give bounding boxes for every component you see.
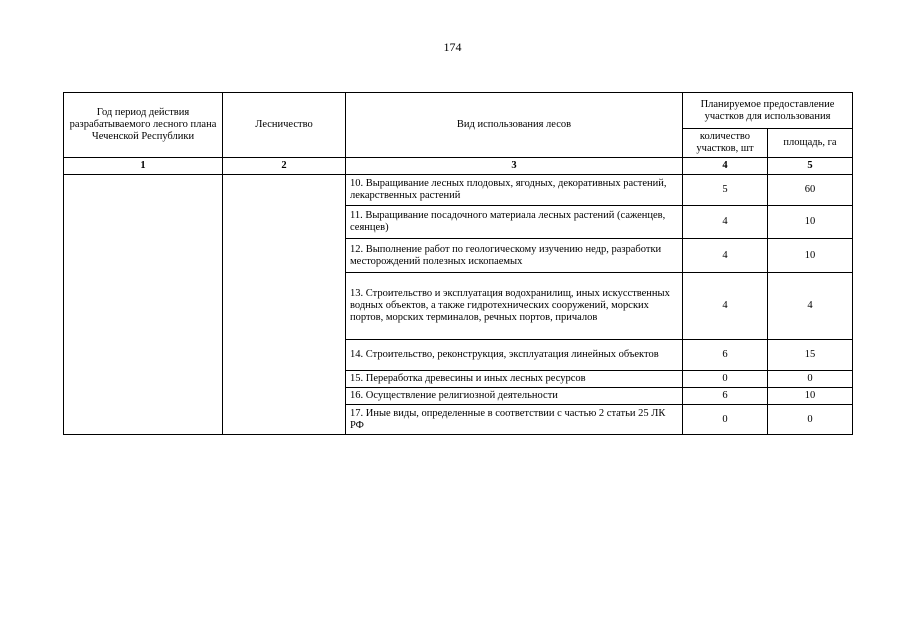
table-row [64, 175, 853, 206]
column-number: 1 [64, 158, 223, 175]
area-cell: 10 [768, 388, 853, 405]
header-count: количество участков, шт [683, 129, 768, 158]
column-number: 5 [768, 158, 853, 175]
area-cell: 10 [768, 239, 853, 273]
area-cell: 10 [768, 206, 853, 239]
header-area: площадь, га [768, 129, 853, 158]
header-forestry: Лесничество [223, 93, 346, 158]
column-number: 2 [223, 158, 346, 175]
use-type-cell: 16. Осуществление религиозной деятельности [346, 388, 683, 405]
count-cell: 4 [683, 239, 768, 273]
area-cell: 4 [768, 273, 853, 340]
count-cell: 4 [683, 206, 768, 239]
use-type-cell: 12. Выполнение работ по геологическому изучению недр, разработки месторождений полезных ископаемых [346, 239, 683, 273]
empty-period-cell [64, 175, 223, 435]
use-type-cell: 11. Выращивание посадочного материала лесных растений (саженцев, сеянцев) [346, 206, 683, 239]
use-type-cell: 10. Выращивание лесных плодовых, ягодных, декоративных растений, лекарственных растений [346, 175, 683, 206]
area-cell: 0 [768, 371, 853, 388]
use-type-cell: 14. Строительство, реконструкция, эксплуатация линейных объектов [346, 340, 683, 371]
count-cell: 6 [683, 340, 768, 371]
use-type-cell: 13. Строительство и эксплуатация водохранилищ, иных искусственных водных объектов, а также гидротехнических сооружений, морских портов, морских терминалов, речных портов, причалов [346, 273, 683, 340]
area-cell: 0 [768, 405, 853, 435]
count-cell: 0 [683, 371, 768, 388]
count-cell: 6 [683, 388, 768, 405]
empty-forestry-cell [223, 175, 346, 435]
header-use-type: Вид использования лесов [346, 93, 683, 158]
column-number: 4 [683, 158, 768, 175]
column-number-row [64, 158, 853, 175]
count-cell: 5 [683, 175, 768, 206]
header-row-1 [64, 93, 853, 129]
count-cell: 4 [683, 273, 768, 340]
use-type-cell: 15. Переработка древесины и иных лесных ресурсов [346, 371, 683, 388]
use-type-cell: 17. Иные виды, определенные в соответствии с частью 2 статьи 25 ЛК РФ [346, 405, 683, 435]
header-planned-provision: Планируемое предоставление участков для использования [683, 93, 853, 129]
page-number: 174 [443, 40, 462, 54]
forest-use-table [63, 92, 853, 435]
area-cell: 60 [768, 175, 853, 206]
header-period: Год период действия разрабатываемого лесного плана Чеченской Республики [64, 93, 223, 158]
column-number: 3 [346, 158, 683, 175]
count-cell: 0 [683, 405, 768, 435]
area-cell: 15 [768, 340, 853, 371]
